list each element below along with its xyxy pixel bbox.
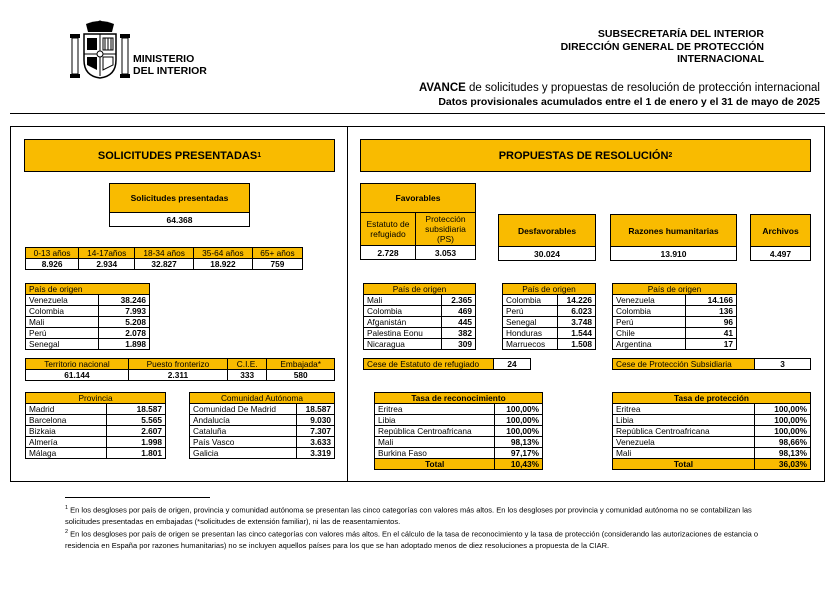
coat-of-arms-logo (70, 20, 130, 80)
pais-header: País de origen (613, 284, 737, 295)
pais-value: 6.023 (557, 306, 595, 317)
provincia-value: 18.587 (106, 404, 165, 415)
table-row (190, 404, 335, 415)
footnote-1 (65, 503, 777, 528)
tasa-country: Eritrea (613, 404, 755, 415)
pais-name: Afganistán (364, 317, 442, 328)
ccaa-name: Cataluña (190, 426, 297, 437)
tasa-value: 100,00% (495, 415, 543, 426)
tasa-country: Venezuela (613, 437, 755, 448)
pais-value: 41 (685, 328, 736, 339)
tasa-country: Mali (613, 448, 755, 459)
solicitudes-pais-table (25, 283, 150, 350)
tasa-value: 98,66% (754, 437, 810, 448)
tasa-value: 98,13% (754, 448, 810, 459)
ccaa-name: Galicia (190, 448, 297, 459)
age-label: 14-17años (79, 248, 135, 259)
lugar-value: 580 (267, 370, 335, 381)
pais-value: 3.748 (557, 317, 595, 328)
total-label: Total (613, 459, 755, 470)
table-row (375, 448, 543, 459)
pais-value: 14.166 (685, 295, 736, 306)
ps-label: Protección subsidiaria (PS) (416, 213, 476, 246)
archivos-label: Archivos (750, 214, 811, 247)
pais-value: 14.226 (557, 295, 595, 306)
table-row (613, 306, 737, 317)
tasa-reconocimiento-header: Tasa de reconocimiento (375, 393, 543, 404)
pais-value: 2.078 (98, 328, 149, 339)
age-label: 18-34 años (135, 248, 194, 259)
age-value: 18.922 (194, 259, 253, 270)
pais-name: Colombia (503, 295, 558, 306)
solicitudes-total-label: Solicitudes presentadas (109, 183, 250, 213)
pais-header: País de origen (503, 284, 596, 295)
tasa-value: 100,00% (754, 404, 810, 415)
total-value: 10,43% (495, 459, 543, 470)
pais-value: 309 (441, 339, 475, 350)
age-value: 32.827 (135, 259, 194, 270)
pais-name: Senegal (26, 339, 99, 350)
header-right-line1: SUBSECRETARÍA DEL INTERIOR (597, 28, 764, 40)
solicitudes-total-value: 64.368 (109, 213, 250, 227)
tasa-country: Libia (613, 415, 755, 426)
cese-estatuto-label: Cese de Estatuto de refugiado (364, 359, 494, 370)
footnote-1-number: 1 (65, 505, 69, 511)
pais-value: 445 (441, 317, 475, 328)
ccaa-name: Comunidad De Madrid (190, 404, 297, 415)
header-right-line3: INTERNACIONAL (677, 53, 764, 65)
pais-name: Colombia (26, 306, 99, 317)
ccaa-header: Comunidad Autónoma (190, 393, 335, 404)
pais-name: Honduras (503, 328, 558, 339)
pais-name: Palestina Eonu (364, 328, 442, 339)
propuestas-title-text: PROPUESTAS DE RESOLUCIÓN (498, 149, 669, 162)
provincia-header: Provincia (26, 393, 166, 404)
pais-value: 2.365 (441, 295, 475, 306)
provincia-value: 1.801 (106, 448, 165, 459)
table-row (503, 328, 596, 339)
cese-estatuto-table (363, 358, 531, 370)
lugar-table (25, 358, 335, 381)
table-row (613, 317, 737, 328)
header-organization (561, 28, 764, 66)
provincia-name: Barcelona (26, 415, 107, 426)
desfavorables-value: 30.024 (498, 247, 596, 261)
pais-value: 1.898 (98, 339, 149, 350)
tasa-proteccion-table (612, 392, 811, 470)
table-row (613, 404, 811, 415)
pais-name: Senegal (503, 317, 558, 328)
estatuto-value: 2.728 (360, 246, 416, 260)
table-row (26, 295, 150, 306)
table-row (26, 306, 150, 317)
lugar-label: Puesto fronterizo (128, 359, 227, 370)
pais-value: 136 (685, 306, 736, 317)
footnote-2-number: 2 (65, 529, 69, 535)
ccaa-value: 9.030 (296, 415, 334, 426)
tasa-value: 100,00% (754, 426, 810, 437)
tasa-value: 100,00% (495, 426, 543, 437)
table-row (364, 339, 476, 350)
tasa-country: República Centroafricana (375, 426, 495, 437)
ccaa-value: 3.633 (296, 437, 334, 448)
pais-name: Nicaragua (364, 339, 442, 350)
tasa-value: 100,00% (754, 415, 810, 426)
table-row (364, 295, 476, 306)
table-row (26, 448, 166, 459)
table-row (613, 448, 811, 459)
report-title-bold: AVANCE (418, 82, 466, 94)
pais-header: País de origen (364, 284, 476, 295)
age-label: 65+ años (252, 248, 302, 259)
tasa-country: Mali (375, 437, 495, 448)
table-row (375, 404, 543, 415)
pais-value: 1.544 (557, 328, 595, 339)
favorables-label: Favorables (360, 183, 476, 213)
favorables-pais-table (363, 283, 476, 350)
pais-header: País de origen (26, 284, 150, 295)
tasa-proteccion-header: Tasa de protección (613, 393, 811, 404)
propuestas-title-sup: 2 (668, 152, 673, 159)
table-row (613, 328, 737, 339)
pais-value: 382 (441, 328, 475, 339)
tasa-country: Eritrea (375, 404, 495, 415)
table-row (190, 426, 335, 437)
table-row (190, 415, 335, 426)
archivos-value: 4.497 (750, 247, 811, 261)
cese-estatuto-value: 24 (494, 359, 531, 370)
report-period: Datos provisionales acumulados entre el 1 de enero y el 31 de mayo de 2025 (438, 96, 820, 108)
razones-label: Razones humanitarias (610, 214, 737, 247)
provincia-table (25, 392, 166, 459)
solicitudes-title-text: SOLICITUDES PRESENTADAS (97, 149, 258, 162)
age-label: 35-64 años (194, 248, 253, 259)
estatuto-label: Estatuto de refugiado (360, 213, 416, 246)
table-row (613, 415, 811, 426)
table-row (26, 317, 150, 328)
table-row (364, 328, 476, 339)
lugar-value: 2.311 (128, 370, 227, 381)
table-row (26, 415, 166, 426)
report-title (419, 82, 820, 94)
total-row (375, 459, 543, 470)
table-row (26, 339, 150, 350)
ages-table (25, 247, 303, 270)
ps-value: 3.053 (416, 246, 476, 260)
table-row (503, 339, 596, 350)
tasa-country: República Centroafricana (613, 426, 755, 437)
footnote-divider (65, 497, 210, 498)
table-row (613, 437, 811, 448)
age-value: 2.934 (79, 259, 135, 270)
age-value: 8.926 (26, 259, 79, 270)
solicitudes-title-sup: 1 (257, 152, 262, 159)
pais-name: Perú (613, 317, 686, 328)
footnote-1-text: En los desgloses por país de origen, provincia y comunidad autónoma se presentan las cinco categorías con valores más altos. En los desgloses por provincia y comunidad autónoma no se contabilizan las solicitudes presentadas en embajadas (*solicitudes de extensión familiar), ni las de reasentamientos. (65, 505, 752, 526)
tasa-country: Burkina Faso (375, 448, 495, 459)
razones-pais-table (612, 283, 737, 350)
pais-name: Mali (364, 295, 442, 306)
header-right-line2: DIRECCIÓN GENERAL DE PROTECCIÓN (560, 40, 764, 53)
cese-ps-value: 3 (755, 359, 811, 370)
desfavorables-pais-table (502, 283, 596, 350)
pais-name: Perú (503, 306, 558, 317)
lugar-label: Territorio nacional (26, 359, 129, 370)
table-row (364, 317, 476, 328)
table-row (613, 426, 811, 437)
ministry-line2: DEL INTERIOR (133, 65, 207, 77)
lugar-label: Embajada* (267, 359, 335, 370)
pais-name: Chile (613, 328, 686, 339)
ccaa-name: Andalucía (190, 415, 297, 426)
tasa-value: 97,17% (495, 448, 543, 459)
pais-name: Marruecos (503, 339, 558, 350)
pais-name: Perú (26, 328, 99, 339)
pais-name: Argentina (613, 339, 686, 350)
lugar-value: 61.144 (26, 370, 129, 381)
total-label: Total (375, 459, 495, 470)
lugar-label: C.I.E. (227, 359, 266, 370)
pais-name: Colombia (613, 306, 686, 317)
table-row (26, 426, 166, 437)
tasa-country: Libia (375, 415, 495, 426)
header-divider (10, 113, 825, 114)
provincia-name: Bizkaia (26, 426, 107, 437)
pais-value: 17 (685, 339, 736, 350)
pais-value: 5.208 (98, 317, 149, 328)
ministry-name (133, 53, 207, 77)
pais-value: 38.246 (98, 295, 149, 306)
cese-ps-label: Cese de Protección Subsidiaria (613, 359, 755, 370)
provincia-value: 5.565 (106, 415, 165, 426)
tasa-value: 100,00% (495, 404, 543, 415)
propuestas-title (360, 139, 811, 172)
ccaa-value: 7.307 (296, 426, 334, 437)
pais-value: 96 (685, 317, 736, 328)
ccaa-name: País Vasco (190, 437, 297, 448)
table-row (375, 437, 543, 448)
cese-ps-table (612, 358, 811, 370)
footnote-2-text: En los desgloses por país de origen se presentan las cinco categorías con valores más altos. En el cálculo de la tasa de reconocimiento y la tasa de protección (considerando las autorizaciones de estancia o residencia en España por razones humanitarias) no se incluyen aquellos países para los que se han adoptado menos de diez resoluciones a propuesta de la CIAR. (65, 529, 759, 550)
table-row (375, 415, 543, 426)
pais-name: Mali (26, 317, 99, 328)
table-row (503, 317, 596, 328)
pais-name: Colombia (364, 306, 442, 317)
solicitudes-title (24, 139, 335, 172)
pais-name: Venezuela (26, 295, 99, 306)
table-row (375, 426, 543, 437)
ministry-line1: MINISTERIO (133, 53, 195, 65)
footnote-2 (65, 527, 777, 552)
pais-value: 1.508 (557, 339, 595, 350)
age-label: 0-13 años (26, 248, 79, 259)
tasa-value: 98,13% (495, 437, 543, 448)
total-value: 36,03% (754, 459, 810, 470)
provincia-name: Almería (26, 437, 107, 448)
table-row (26, 437, 166, 448)
ccaa-table (189, 392, 335, 459)
provincia-value: 1.998 (106, 437, 165, 448)
table-row (613, 339, 737, 350)
table-row (26, 328, 150, 339)
ccaa-value: 18.587 (296, 404, 334, 415)
pais-name: Venezuela (613, 295, 686, 306)
age-value: 759 (252, 259, 302, 270)
provincia-name: Málaga (26, 448, 107, 459)
ccaa-value: 3.319 (296, 448, 334, 459)
desfavorables-label: Desfavorables (498, 214, 596, 247)
table-row (190, 448, 335, 459)
razones-value: 13.910 (610, 247, 737, 261)
pais-value: 7.993 (98, 306, 149, 317)
table-row (503, 295, 596, 306)
report-title-rest: de solicitudes y propuestas de resolución de protección internacional (465, 82, 820, 94)
total-row (613, 459, 811, 470)
table-row (503, 306, 596, 317)
table-row (364, 306, 476, 317)
provincia-value: 2.607 (106, 426, 165, 437)
tasa-reconocimiento-table (374, 392, 543, 470)
table-row (613, 295, 737, 306)
table-row (190, 437, 335, 448)
provincia-name: Madrid (26, 404, 107, 415)
pais-value: 469 (441, 306, 475, 317)
lugar-value: 333 (227, 370, 266, 381)
table-row (26, 404, 166, 415)
